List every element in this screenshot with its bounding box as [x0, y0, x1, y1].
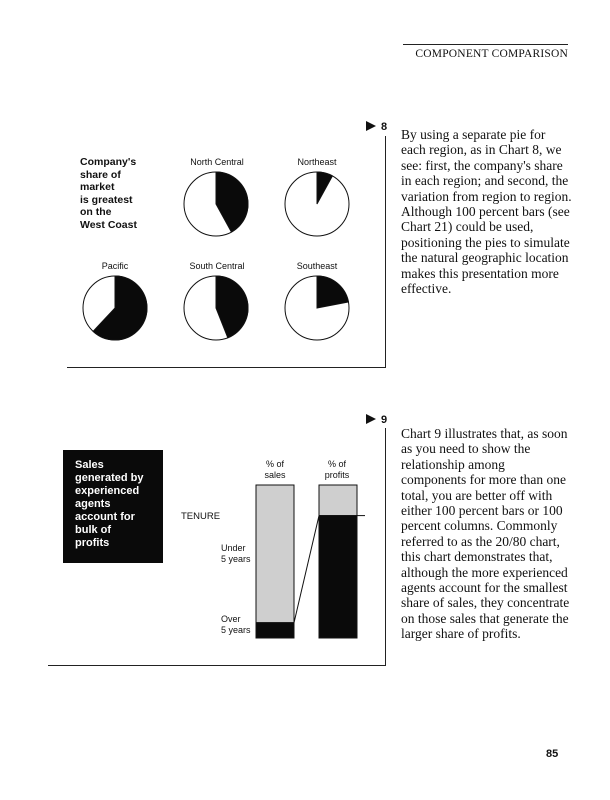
section-title: COMPONENT COMPARISON [415, 48, 568, 60]
column-header-line: % of [327, 459, 346, 469]
pie-label-northeast: Northeast [297, 157, 337, 167]
callout-line: account for [75, 511, 135, 523]
pie-label-north-central: North Central [190, 157, 244, 167]
chart-8-number: 8 [381, 121, 388, 133]
column-sales-under-5-years [256, 485, 294, 623]
chart-8-description: By using a separate pie for each region, as in Chart 8, we see: first, the company's share in each region; and second, the variation from region to region. Although 100 percent bars (see Chart 21) could be used, positioning the pies to simulate the natural geographic location makes this presentation more effective. [401, 127, 572, 297]
pie-label-pacific: Pacific [101, 261, 129, 271]
row-label-line: 5 years [221, 625, 251, 635]
column-profits-under-5-years [319, 485, 357, 516]
callout-line: market [80, 181, 115, 193]
callout-line: Sales [75, 459, 104, 471]
pie-label-south-central: South Central [189, 261, 245, 271]
column-sales-over-5-years [256, 623, 294, 638]
tenure-label: TENURE [181, 511, 221, 522]
column-profits-over-5-years [319, 516, 357, 638]
row-label-line: Over [221, 614, 241, 624]
column-header-line: sales [264, 470, 286, 480]
pie-label-southeast: Southeast [296, 261, 338, 271]
row-label-line: 5 years [221, 554, 251, 564]
connector-line [294, 516, 319, 623]
chart-9-description: Chart 9 illustrates that, as soon as you need to show the relationship among components for more than one total, you are better off with either 100 percent bars or 100 percent columns. Commonly referred to as the 20/80 chart, this chart demonstrates that, although the more experienced agents account for the smallest share of sales, they concentrate on those sales that generate the larger share of profits. [401, 426, 570, 642]
chart-9-number: 9 [381, 414, 388, 426]
callout-line: generated by [75, 472, 144, 484]
callout-line: Company's [80, 156, 137, 168]
page-number: 85 [546, 748, 559, 760]
callout-line: is greatest [80, 193, 133, 206]
callout-line: experienced [75, 485, 140, 497]
callout-line: West Coast [80, 218, 137, 231]
callout-line: profits [75, 537, 110, 549]
callout-line: on the [80, 206, 112, 218]
column-header-line: profits [324, 470, 350, 480]
callout-line: agents [75, 498, 111, 510]
row-label-line: Under [221, 543, 246, 553]
column-header-line: % of [265, 459, 284, 469]
callout-line: bulk of [75, 524, 112, 536]
callout-line: share of [80, 168, 121, 181]
